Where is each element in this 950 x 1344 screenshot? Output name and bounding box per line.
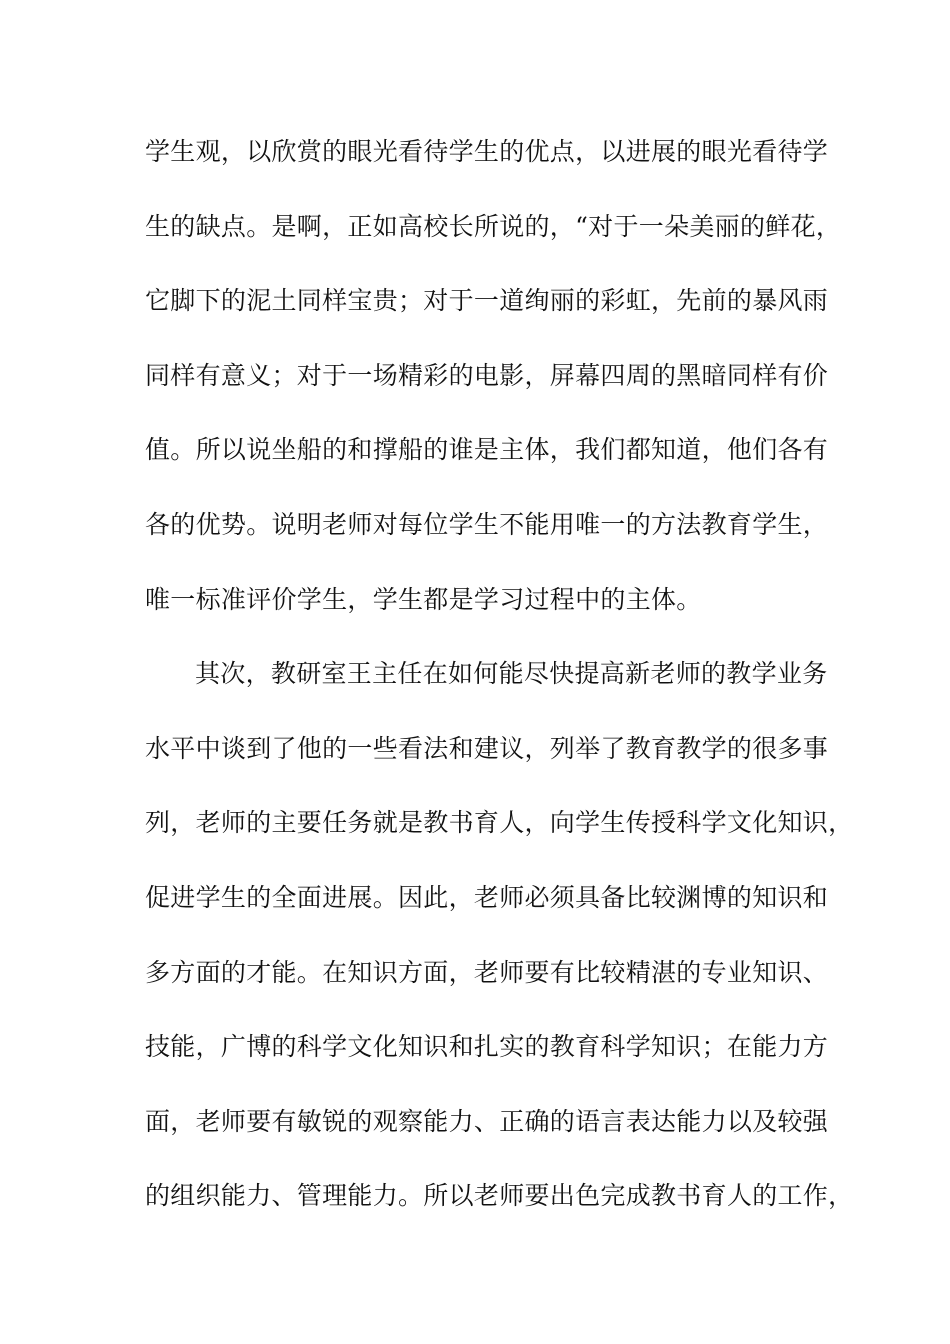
text-line: 学生观，以欣赏的眼光看待学生的优点，以进展的眼光看待学	[145, 137, 829, 166]
text-line: 水平中谈到了他的一些看法和建议，列举了教育教学的很多事	[145, 733, 829, 763]
text-line: 各的优势。说明老师对每位学生不能用唯一的方法教育学生，	[145, 509, 829, 539]
text-line: 面，老师要有敏锐的观察能力、正确的语言表达能力以及较强	[145, 1106, 829, 1136]
body-text	[145, 128, 854, 1247]
text-line: 它脚下的泥土同样宝贵；对于一道绚丽的彩虹，先前的暴风雨	[145, 286, 829, 316]
text-line: 生的缺点。是啊，正如高校长所说的，“对于一朵美丽的鲜花，	[145, 211, 842, 241]
text-line: 的组织能力、管理能力。所以老师要出色完成教书育人的工作，	[145, 1181, 854, 1211]
text-line: 同样有意义；对于一场精彩的电影，屏幕四周的黑暗同样有价	[145, 360, 829, 390]
paragraph-start-line: 其次，教研室王主任在如何能尽快提高新老师的教学业务	[195, 659, 828, 689]
text-line: 技能，广博的科学文化知识和扎实的教育科学知识；在能力方	[145, 1032, 829, 1062]
text-line: 值。所以说坐船的和撑船的谁是主体，我们都知道，他们各有	[145, 435, 829, 465]
text-line: 列，老师的主要任务就是教书育人，向学生传授科学文化知识，	[145, 808, 854, 838]
text-line: 促进学生的全面进展。因此，老师必须具备比较渊博的知识和	[145, 882, 829, 912]
text-line: 多方面的才能。在知识方面，老师要有比较精湛的专业知识、	[145, 957, 829, 987]
text-line: 唯一标准评价学生，学生都是学习过程中的主体。	[145, 584, 702, 614]
